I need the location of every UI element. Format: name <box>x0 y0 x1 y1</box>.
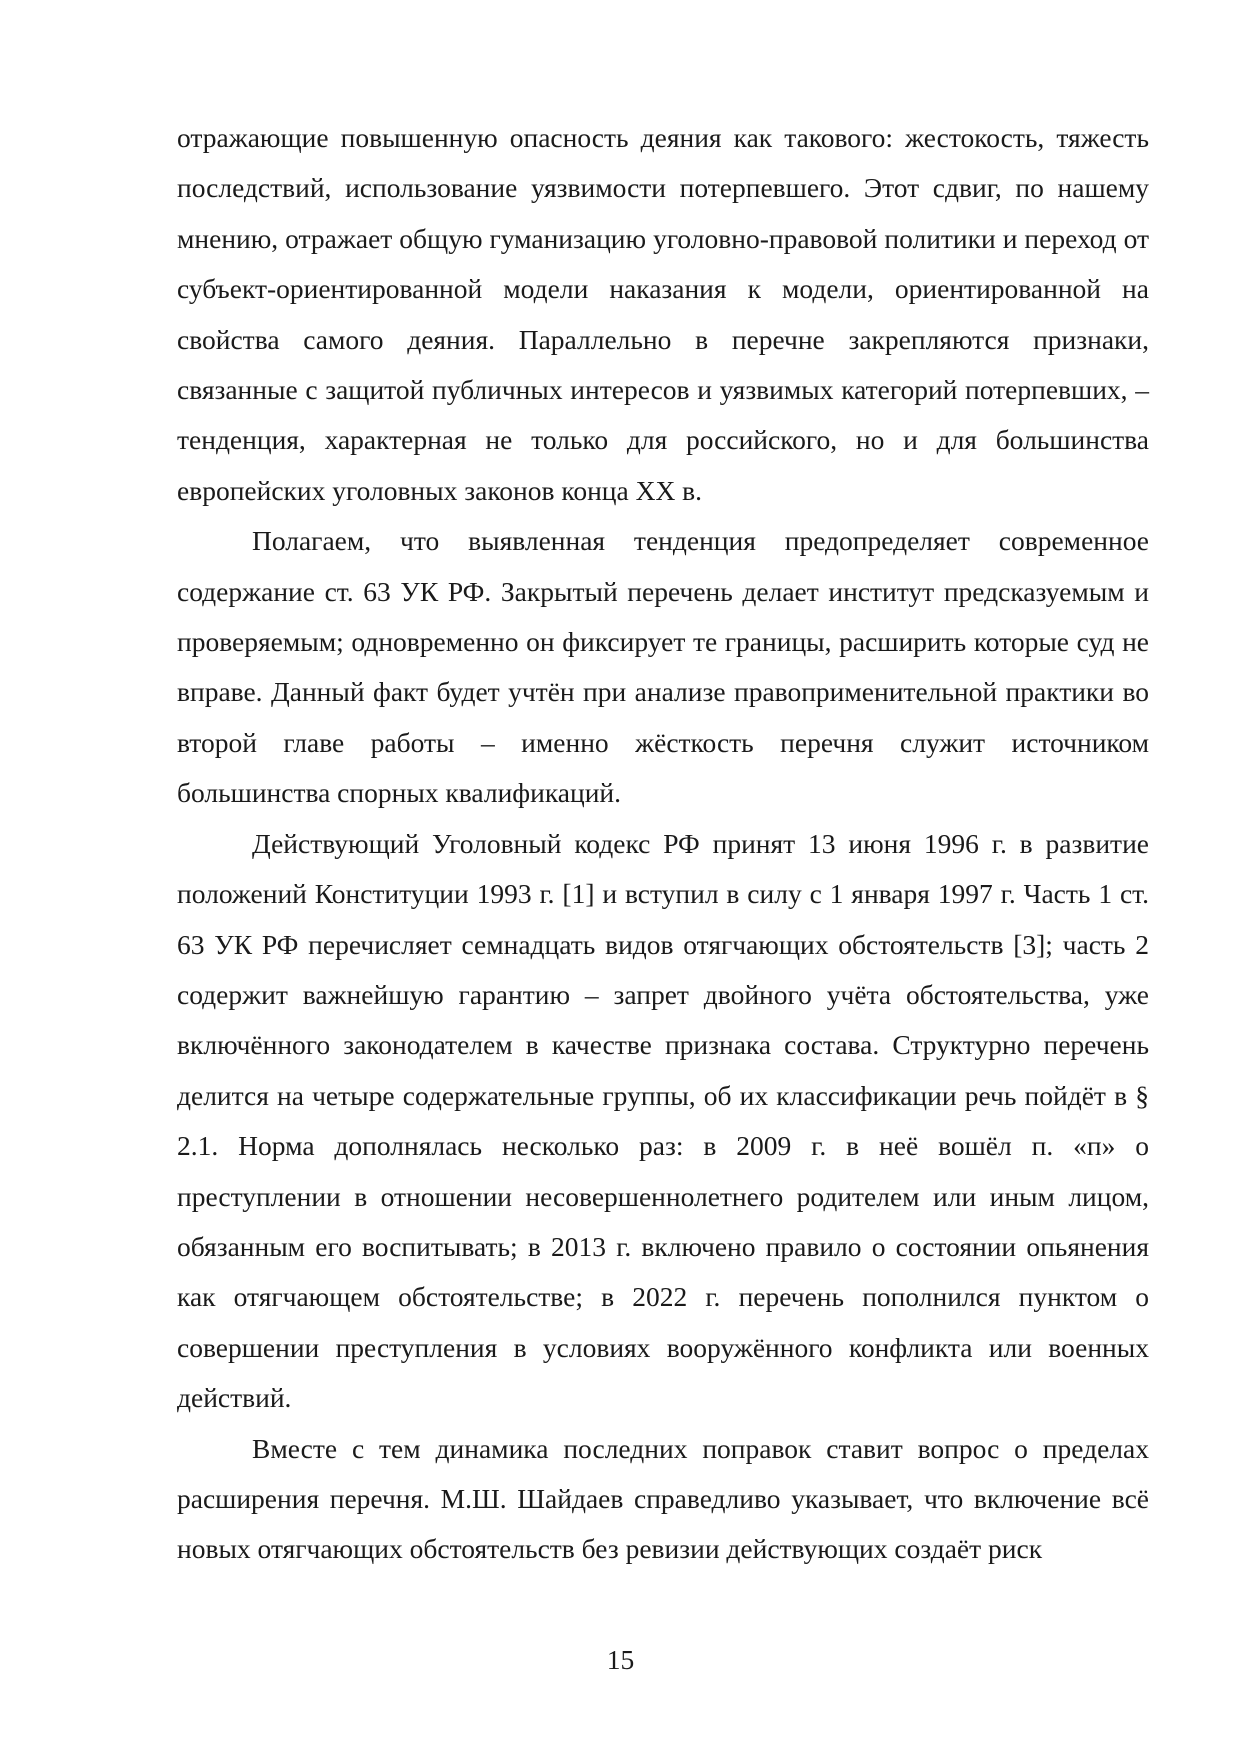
body-text <box>177 113 1149 1575</box>
paragraph-4: Вместе с тем динамика последних поправок ставит вопрос о пределах расширения перечня. М.Ш. Шайдаев справедливо указывает, что включение всё новых отягчающих обстоятельств без ревизии действующих создаёт риск <box>177 1432 1149 1565</box>
paragraph-2: Полагаем, что выявленная тенденция предопределяет современное содержание ст. 63 УК РФ. Закрытый перечень делает институт предсказуемым и проверяемым; одновременно он фиксирует те границы, расширить которые суд не вправе. Данный факт будет учтён при анализе правоприменительной практики во второй главе работы – именно жёсткость перечня служит источником большинства спорных квалификаций. <box>177 525 1149 809</box>
paragraph-3: Действующий Уголовный кодекс РФ принят 13 июня 1996 г. в развитие положений Конституции 1993 г. [1] и вступил в силу с 1 января 1997 г. Часть 1 ст. 63 УК РФ перечисляет семнадцать видов отягчающих обстоятельств [3]; часть 2 содержит важнейшую гарантию – запрет двойного учёта обстоятельства, уже включённого законодателем в качестве признака состава. Структурно перечень делится на четыре содержательные группы, об их классификации речь пойдёт в § 2.1. Норма дополнялась несколько раз: в 2009 г. в неё вошёл п. «п» о преступлении в отношении несовершеннолетнего родителем или иным лицом, обязанным его воспитывать; в 2013 г. включено правило о состоянии опьянения как отягчающем обстоятельстве; в 2022 г. перечень пополнился пунктом о совершении преступления в условиях вооружённого конфликта или военных действий. <box>177 827 1149 1414</box>
paragraph-1: отражающие повышенную опасность деяния как такового: жестокость, тяжесть последствий, использование уязвимости потерпевшего. Этот сдвиг, по нашему мнению, отражает общую гуманизацию уголовно-правовой политики и переход от субъект-ориентированной модели наказания к модели, ориентированной на свойства самого деяния. Параллельно в перечне закрепляются признаки, связанные с защитой публичных интересов и уязвимых категорий потерпевших, – тенденция, характерная не только для российского, но и для большинства европейских уголовных законов конца XX в. <box>177 122 1149 506</box>
page-number: 15 <box>606 1644 635 1675</box>
